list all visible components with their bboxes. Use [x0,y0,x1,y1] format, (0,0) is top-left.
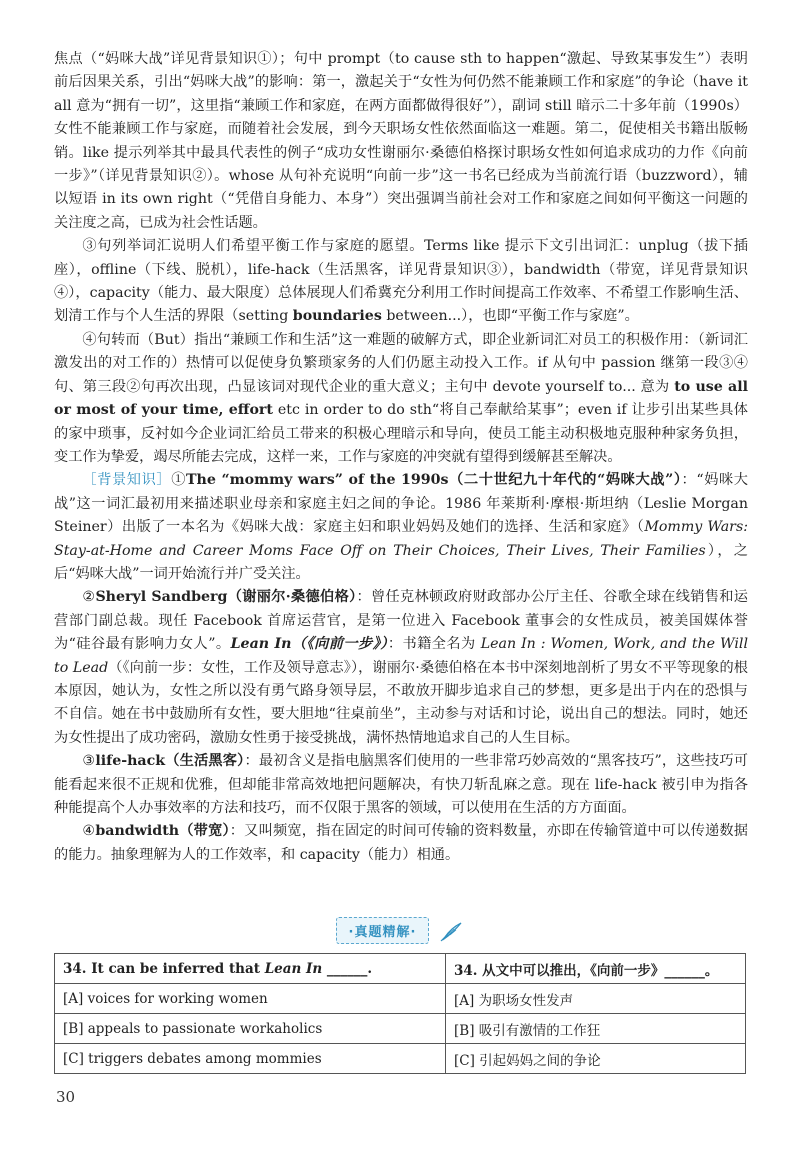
question-zh: 34. 从文中可以推出，《向前一步》______。 [446,954,746,984]
text-run: Sheryl Sandberg（谢丽尔·桑德伯格） [95,589,357,606]
text-run: （《向前一步：女性，工作及领导意志》），谢丽尔·桑德伯格在本书中深刻地剖析了男女不平等现象的根本原因，她认为，女性之所以没有勇气路身领导层，不敢放开脚步追求自己的梦想，更多是出于内在的恐惧与不自信。她在书中鼓励所有女性，要大胆地“往桌前坐”，主动参与对话和讨论，说出自己的想法。同时，她还为女性提出了成功密码，激励女性勇于接受挑战，满怀热情地追求自己的人生目标。 [54,659,748,746]
table-row [55,1044,746,1074]
paragraph-1 [54,48,748,235]
text-run: to use all or most of your time, effort [54,378,748,419]
text-run: ① [171,472,186,489]
table-row [55,1014,746,1044]
option-a-en: [A] voices for working women [55,984,446,1014]
text-run: ：又叫频宽，指在固定的时间可传输的资料数量，亦即在传输管道中可以传递数据的能力。抽象理解为人的工作效率，和 capacity（能力）相通。 [54,823,748,863]
text-run: Lean In : Women, Work, and the Will to Lead [54,636,748,676]
text-run: boundaries [292,308,382,325]
quill-pen-icon [438,921,464,943]
table-row [55,984,746,1014]
text-run: Mommy Wars: Stay-at-Home and Career Moms Face Off on Their Choices, Their Lives, Their Families [54,519,748,559]
text-run: etc in order to do sth“将自己奉献给某事”；even if 让步引出某些具体的家中琐事，反衬如今企业词汇给员工带来的积极心理暗示和导向，使员工能主动积极地克服种种家务负担，变工作为挚爱，竭尽所能去完成，这样一来，工作与家庭的冲突就有望得到缓解甚至解决。 [54,402,748,465]
text-run: ：书籍全名为 [387,636,481,653]
option-c-zh: [C] 引起妈妈之间的争论 [446,1044,746,1074]
text-run: ② [82,589,96,606]
text-run: ［背景知识］ [82,472,172,489]
text-run: ：最初含义是指电脑黑客们使用的一些非常巧妙高效的“黑客技巧”，这些技巧可能看起来很不正规和优雅，但却能非常高效地把问题解决，有快刀斩乱麻之意。现在 life-hack 被引申为指各种能提高个人办事效率的方法和技巧，而不仅限于黑客的领域，可以使用在生活的方方面面。 [54,753,748,816]
background-knowledge-1 [54,469,748,586]
text-run: ：曾任克林顿政府财政部办公厅主任、谷歌全球在线销售和运营部门副总裁。现任 Facebook 首席运营官，是第一位进入 Facebook 董事会的女性成员，被美国媒体誉为“硅谷最有影响力女人”。 [54,589,748,653]
option-a-zh: [A] 为职场女性发声 [446,984,746,1014]
question-table [54,953,746,1074]
body-text [54,48,748,867]
background-knowledge-3 [54,750,748,820]
text-run: ④ [82,823,96,840]
text-run: bandwidth（带宽） [95,823,230,840]
option-b-en: [B] appeals to passionate workaholics [55,1014,446,1044]
option-b-zh: [B] 吸引有激情的工作狂 [446,1014,746,1044]
section-banner-label: ·真题精解· [336,917,430,944]
page-number: 30 [56,1088,76,1106]
text-run: Lean In（《向前一步》） [230,636,388,653]
text-run: The “mommy wars” of the 1990s（二十世纪九十年代的“妈咪大战”） [186,472,682,489]
text-run: ：“妈咪大战”这一词汇最初用来描述职业母亲和家庭主妇之间的争论。1986 年莱斯利·摩根·斯坦纳（Leslie Morgan Steiner）出版了一本名为《妈咪大战：家庭主妇和职业妈妈及她们的选择、生活和家庭》（ [54,472,748,536]
background-knowledge-4 [54,820,748,867]
text-run: ④句转而（But）指出“兼顾工作和生活”这一难题的破解方式，即企业新词汇对员工的积极作用：（新词汇激发出的对工作的）热情可以促使身负繁琐家务的人们仍愿主动投入工作。if 从句中 passion 继第一段③④句、第三段②句再次出现，凸显该词对现代企业的重大意义；主句中 devote yourself to... 意为 [54,331,748,395]
text-run: ③ [82,753,96,770]
option-c-en: [C] triggers debates among mommies [55,1044,446,1074]
text-run: 焦点（“妈咪大战”详见背景知识①）；句中 prompt（to cause sth to happen“激起、导致某事发生”）表明前后因果关系，引出“妈咪大战”的影响：第一，激起关于“女性为何仍然不能兼顾工作和家庭”的争论（have it all 意为“拥有一切”，这里指“兼顾工作和家庭，在两方面都做得很好”），副词 still 暗示二十多年前（1990s）女性不能兼顾工作与家庭，而随着社会发展，到今天职场女性依然面临这一难题。第二，促使相关书籍出版畅销。like 提示列举其中最具代表性的例子“成功女性谢丽尔·桑德伯格探讨职场女性如何追求成功的力作《向前一步》”（详见背景知识②）。whose 从句补充说明“向前一步”这一书名已经成为当前流行语（buzzword），辅以短语 in its own right（“凭借自身能力、本身”）突出强调当前社会对工作和家庭之间如何平衡这一问题的关注度之高，已成为社会性话题。 [54,51,748,231]
text-run: between...），也即“平衡工作与家庭”。 [381,308,639,325]
text-run: life-hack（生活黑客） [95,753,245,770]
background-knowledge-2 [54,586,748,750]
section-banner [0,917,800,945]
text-run: ③句列举词汇说明人们希望平衡工作与家庭的愿望。Terms like 提示下文引出词汇：unplug（拔下插座），offline（下线、脱机），life-hack（生活黑客，详见背景知识③），bandwidth（带宽，详见背景知识④），capacity（能力、最大限度）总体展现人们希冀充分利用工作时间提高工作效率、不希望工作影响生活、划清工作与个人生活的界限（setting [54,238,748,325]
question-en: 34. It can be inferred that Lean In ______. [55,954,446,984]
paragraph-3 [54,329,748,469]
text-run: ），之后“妈咪大战”一词开始流行并广受关注。 [54,542,748,582]
table-row [55,954,746,984]
paragraph-2 [54,235,748,329]
